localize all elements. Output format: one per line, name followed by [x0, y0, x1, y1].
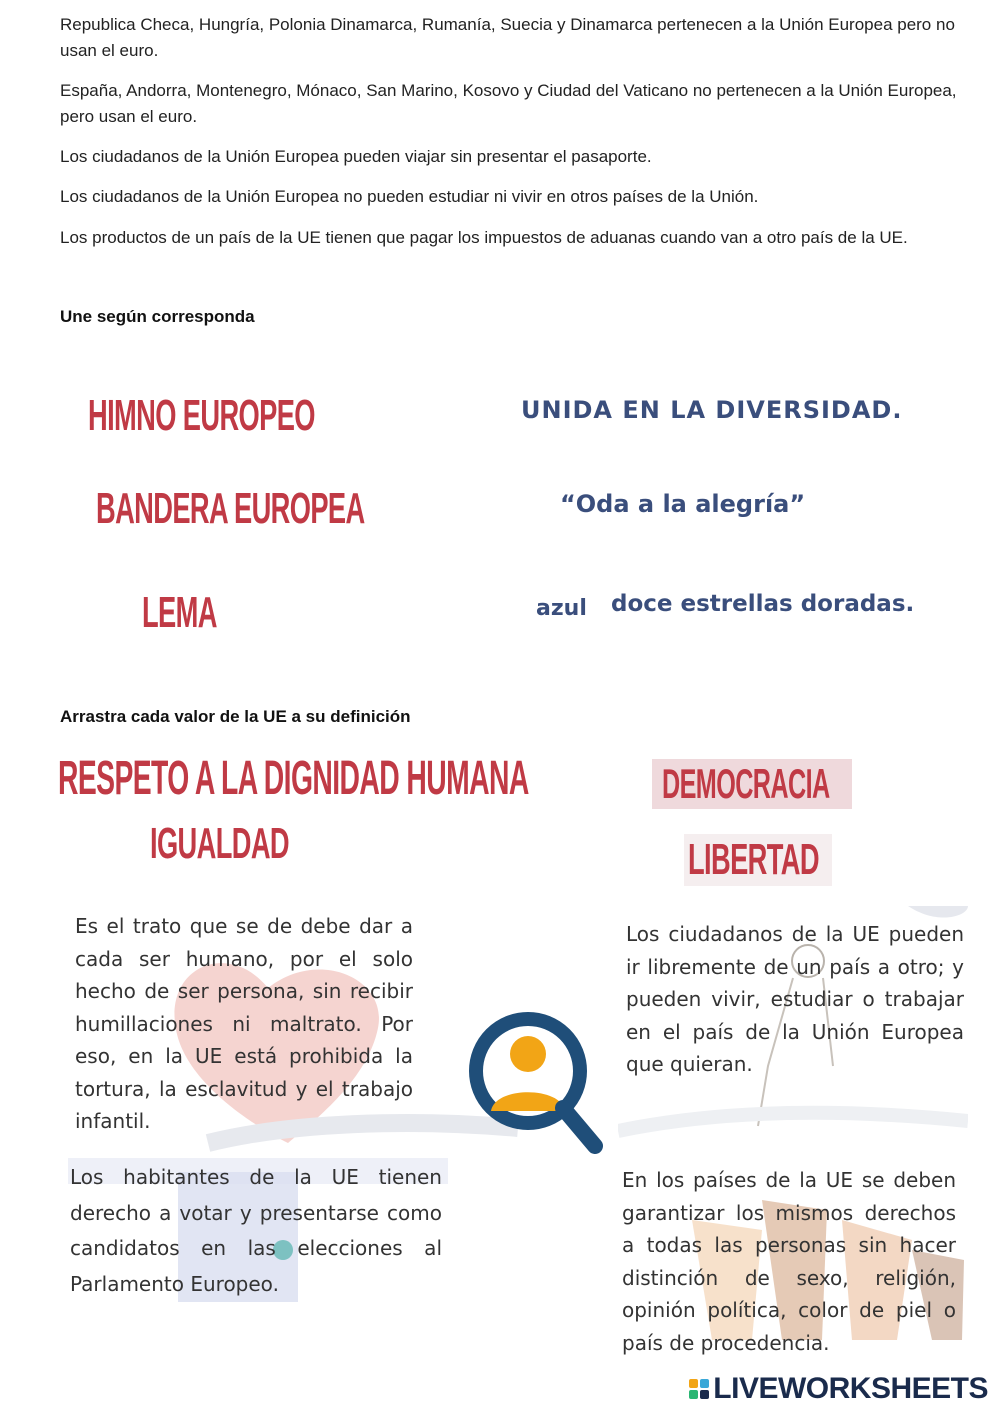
liveworksheets-logo — [689, 1372, 988, 1406]
value-democracia: DEMOCRACIA — [662, 760, 830, 807]
definition-dignidad-text: Es el trato que se de debe dar a cada ser humano, por el solo hecho de ser persona, sin recibir humillaciones ni maltrato. Por eso, en la UE está prohibida la tortura, la esclavitud y el trabajo infantil. — [75, 914, 413, 1133]
statement-1: Republica Checa, Hungría, Polonia Dinamarca, Rumanía, Suecia y Dinamarca pertenecen a la Unión Europea pero no usan el euro. — [60, 15, 955, 60]
value-libertad-card[interactable] — [684, 834, 832, 886]
value-libertad: LIBERTAD — [688, 835, 819, 884]
match-left-bandera[interactable] — [96, 483, 529, 535]
statement-2: España, Andorra, Montenegro, Mónaco, San Marino, Kosovo y Ciudad del Vaticano no pertenecen a la Unión Europea, pero usan el euro. — [60, 81, 957, 126]
estrellas-label: doce estrellas doradas. — [611, 591, 915, 617]
match-right-oda[interactable] — [560, 487, 805, 521]
value-igualdad: IGUALDAD — [150, 819, 290, 868]
magnifier-person-icon — [463, 1006, 603, 1156]
match-left-lema[interactable] — [142, 587, 263, 639]
azul-label: azul — [536, 595, 587, 621]
value-igualdad-card[interactable] — [150, 818, 374, 870]
definition-libertad[interactable] — [618, 906, 968, 1146]
match-right-azul[interactable] — [536, 591, 587, 625]
value-democracia-card[interactable] — [652, 759, 852, 809]
liveworksheets-grid-icon — [689, 1379, 709, 1399]
definition-libertad-text: Los ciudadanos de la UE pueden ir libremente de un país a otro; y pueden vivir, estudiar o trabajar en el país de la Unión Europea que quieran. — [626, 922, 964, 1076]
statement-5: Los productos de un país de la UE tienen que pagar los impuestos de aduanas cuando van a otro país de la UE. — [60, 228, 908, 247]
himno-label: HIMNO EUROPEO — [88, 391, 315, 440]
liveworksheets-logo-text: LIVEWORKSHEETS — [713, 1372, 988, 1405]
definition-igualdad[interactable] — [612, 1160, 964, 1360]
unida-label: UNIDA EN LA DIVERSIDAD. — [521, 396, 903, 424]
oda-label: “Oda a la alegría” — [560, 490, 806, 518]
statement-3: Los ciudadanos de la Unión Europea pueden viajar sin presentar el pasaporte. — [60, 147, 652, 166]
value-respeto: RESPETO A LA DIGNIDAD HUMANA — [58, 751, 529, 805]
definition-dignidad[interactable] — [58, 898, 618, 1156]
match-left-himno[interactable] — [88, 390, 454, 442]
definition-democracia-text: Los habitantes de la UE tienen derecho a votar y presentarse como candidatos en las elecciones al Parlamento Europeo. — [70, 1165, 442, 1296]
definition-democracia[interactable] — [58, 1158, 453, 1338]
definition-igualdad-text: En los países de la UE se deben garantizar los mismos derechos a todas las personas sin hacer distinción de sexo, religión, opinión política, color de piel o país de procedencia. — [622, 1168, 956, 1355]
bandera-label: BANDERA EUROPEA — [96, 484, 365, 533]
match-heading: Une según corresponda — [60, 307, 255, 326]
match-right-unida[interactable] — [521, 393, 902, 427]
match-right-estrellas[interactable] — [611, 587, 914, 621]
lema-label: LEMA — [142, 588, 217, 637]
statement-4: Los ciudadanos de la Unión Europea no pueden estudiar ni vivir en otros países de la Unión. — [60, 187, 759, 206]
drag-heading: Arrastra cada valor de la UE a su definición — [60, 707, 411, 726]
